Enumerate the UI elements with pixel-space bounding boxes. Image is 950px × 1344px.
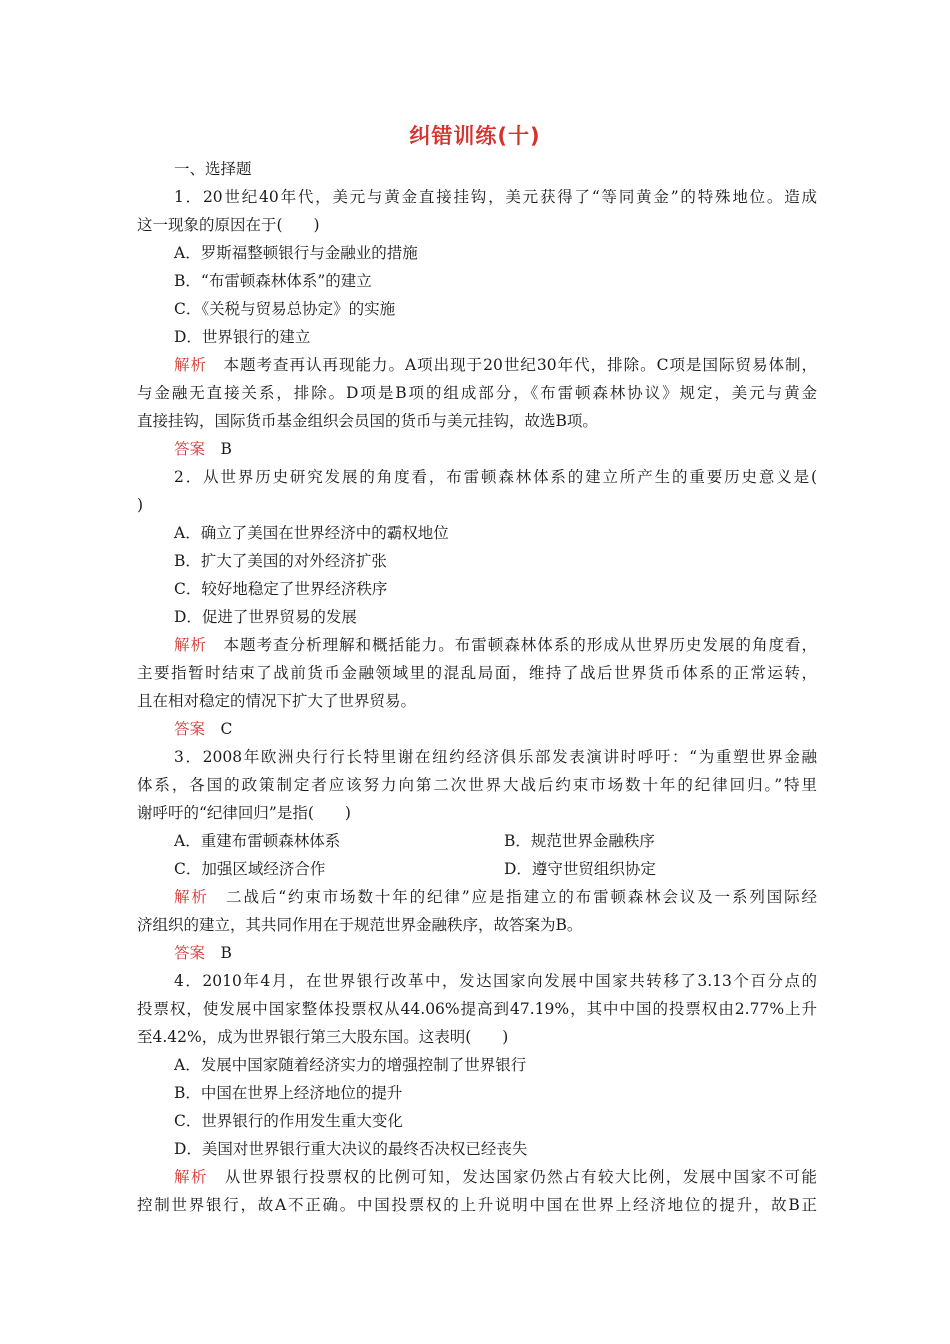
answer-label: 答案 [174,720,206,738]
question-3-stem: 3．2008年欧洲央行行长特里谢在纽约经济俱乐部发表演讲时呼吁：“为重塑世界金融 [174,748,817,766]
question-4-stem-cont: 至4.42%，成为世界银行第三大股东国。这表明( ) [137,1028,509,1046]
question-2-stem-cont: ) [137,496,144,514]
question-3-option-a: A．重建布雷顿森林体系 [174,832,341,850]
analysis-label: 解析 [174,1168,208,1186]
question-1-option-d: D．世界银行的建立 [174,328,311,346]
question-1-stem-cont: 这一现象的原因在于( ) [137,216,320,234]
question-2-analysis: 解析 本题考查分析理解和概括能力。布雷顿森林体系的形成从世界历史发展的角度看， [174,636,817,654]
analysis-label: 解析 [174,636,208,654]
question-4-option-b: B．中国在世界上经济地位的提升 [174,1084,403,1102]
question-4-stem: 4．2010年4月，在世界银行改革中，发达国家向发展中国家共转移了3.13个百分点的 [174,972,817,990]
question-2-option-a: A．确立了美国在世界经济中的霸权地位 [174,524,449,542]
section-heading: 一、选择题 [174,160,252,178]
question-4-option-a: A．发展中国家随着经济实力的增强控制了世界银行 [174,1056,527,1074]
question-1-analysis-cont: 直接挂钩，国际货币基金组织会员国的货币与美元挂钩，故选B项。 [137,412,598,430]
question-3-option-d: D．遵守世贸组织协定 [504,860,656,878]
question-1-analysis: 解析 本题考查再认再现能力。A项出现于20世纪30年代，排除。C项是国际贸易体制， [174,356,817,374]
question-2-answer: 答案 C [174,720,233,738]
question-3-stem-cont: 体系，各国的政策制定者应该努力向第二次世界大战后约束市场数十年的纪律回归。”特里 [137,776,817,794]
question-3-answer: 答案 B [174,944,232,962]
question-3-options-row [137,855,817,883]
page-title: 纠错训练(十) [409,124,541,148]
question-2-option-b: B．扩大了美国的对外经济扩张 [174,552,387,570]
question-4-analysis: 解析 从世界银行投票权的比例可知，发达国家仍然占有较大比例，发展中国家不可能 [174,1168,817,1186]
question-4-option-c: C．世界银行的作用发生重大变化 [174,1112,403,1130]
answer-label: 答案 [174,944,206,962]
question-3-option-b: B．规范世界金融秩序 [504,832,655,850]
question-3-analysis: 解析 二战后“约束市场数十年的纪律”应是指建立的布雷顿森林会议及一系列国际经 [174,888,817,906]
question-1-option-c: C．《关税与贸易总协定》的实施 [174,300,396,318]
question-1-option-b: B．“布雷顿森林体系”的建立 [174,272,372,290]
question-3-analysis-cont: 济组织的建立，其共同作用在于规范世界金融秩序，故答案为B。 [137,916,583,934]
question-4-option-d: D．美国对世界银行重大决议的最终否决权已经丧失 [174,1140,528,1158]
analysis-label: 解析 [174,888,209,906]
question-1-analysis-cont: 与金融无直接关系，排除。D项是B项的组成部分，《布雷顿森林协议》规定，美元与黄金 [137,384,817,402]
question-1-option-a: A．罗斯福整顿银行与金融业的措施 [174,244,418,262]
question-4-analysis-cont: 控制世界银行，故A不正确。中国投票权的上升说明中国在世界上经济地位的提升，故B正 [137,1196,817,1214]
analysis-label: 解析 [174,356,207,374]
document-body [137,155,817,1219]
question-2-analysis-cont: 主要指暂时结束了战前货币金融领域里的混乱局面，维持了战后世界货币体系的正常运转， [137,664,817,682]
question-2-option-c: C．较好地稳定了世界经济秩序 [174,580,388,598]
question-2-option-d: D．促进了世界贸易的发展 [174,608,357,626]
question-1-answer: 答案 B [174,440,232,458]
answer-label: 答案 [174,440,206,458]
question-2-stem: 2．从世界历史研究发展的角度看，布雷顿森林体系的建立所产生的重要历史意义是( [174,468,817,486]
question-3-option-c: C．加强区域经济合作 [174,860,326,878]
question-3-stem-cont: 谢呼吁的“纪律回归”是指( ) [137,804,351,822]
question-4-stem-cont: 投票权，使发展中国家整体投票权从44.06%提高到47.19%，其中中国的投票权由2.77%上升 [137,1000,817,1018]
question-1-stem: 1．20世纪40年代，美元与黄金直接挂钩，美元获得了“等同黄金”的特殊地位。造成 [174,188,817,206]
question-3-options-row [137,827,817,855]
question-2-analysis-cont: 且在相对稳定的情况下扩大了世界贸易。 [137,692,417,710]
